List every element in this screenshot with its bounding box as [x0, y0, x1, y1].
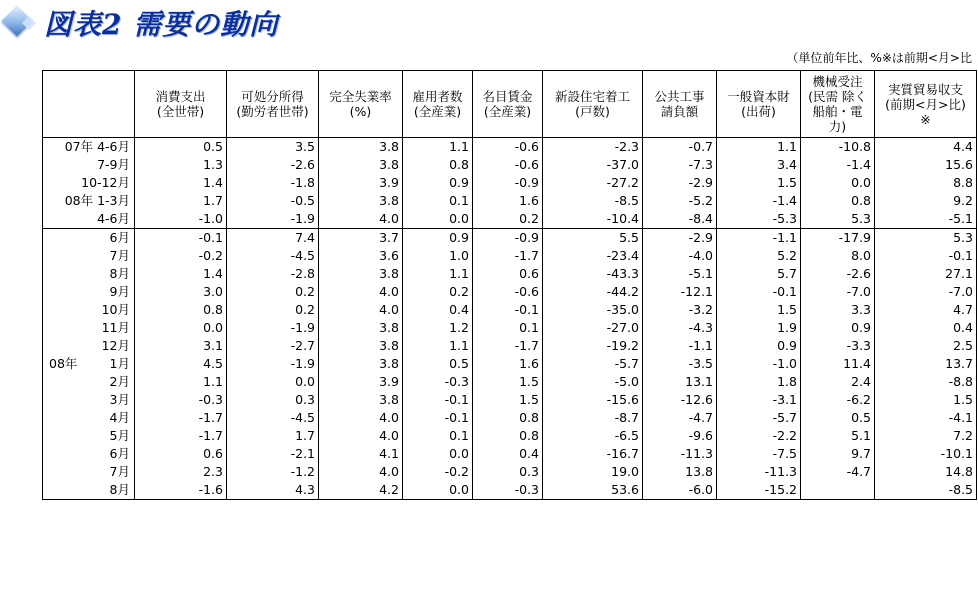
col-header: 新設住宅着工 (戸数): [543, 71, 643, 138]
table-cell: -1.4: [801, 156, 875, 174]
table-cell: -12.1: [643, 283, 717, 301]
table-cell: -4.5: [227, 409, 319, 427]
table-cell: -27.0: [543, 319, 643, 337]
table-cell: -0.1: [403, 409, 473, 427]
table-cell: 0.4: [473, 445, 543, 463]
table-cell: 4.0: [319, 301, 403, 319]
table-cell: -2.6: [801, 265, 875, 283]
table-cell: 0.9: [717, 337, 801, 355]
row-label: [43, 409, 135, 427]
table-cell: -8.8: [875, 373, 977, 391]
table-row: [43, 337, 977, 355]
table-cell: 3.9: [319, 373, 403, 391]
table-cell: 27.1: [875, 265, 977, 283]
table-row: [43, 247, 977, 265]
table-cell: -0.3: [473, 481, 543, 500]
table-cell: 0.4: [875, 319, 977, 337]
table-cell: -1.0: [717, 355, 801, 373]
table-cell: 0.0: [403, 481, 473, 500]
table-cell: -5.2: [643, 192, 717, 210]
row-label: [43, 301, 135, 319]
table-cell: 0.1: [473, 319, 543, 337]
table-row: [43, 229, 977, 248]
table-cell: -1.7: [473, 247, 543, 265]
page-title: 図表2 需要の動向: [44, 8, 279, 41]
table-cell: 53.6: [543, 481, 643, 500]
row-label-text: 2月: [109, 374, 130, 389]
row-label: [43, 445, 135, 463]
table-cell: 1.8: [717, 373, 801, 391]
table-cell: 1.4: [135, 174, 227, 192]
row-label-text: 7-9月: [97, 157, 130, 172]
table-row: [43, 156, 977, 174]
row-label-text: 12月: [101, 338, 130, 353]
table-cell: 1.1: [717, 138, 801, 157]
table-cell: -8.7: [543, 409, 643, 427]
table-cell: -3.3: [801, 337, 875, 355]
table-cell: -1.9: [227, 210, 319, 229]
table-cell: -0.9: [473, 229, 543, 248]
row-label-text: 11月: [101, 320, 130, 335]
table-cell: -9.6: [643, 427, 717, 445]
table-cell: 0.3: [473, 463, 543, 481]
table-cell: 0.0: [403, 210, 473, 229]
table-cell: -0.6: [473, 138, 543, 157]
table-cell: -0.3: [403, 373, 473, 391]
table-cell: -5.1: [643, 265, 717, 283]
table-row: [43, 265, 977, 283]
table-cell: -2.6: [227, 156, 319, 174]
table-cell: -1.7: [473, 337, 543, 355]
table-cell: 2.5: [875, 337, 977, 355]
table-cell: -1.1: [717, 229, 801, 248]
table-cell: -10.8: [801, 138, 875, 157]
table-cell: -3.1: [717, 391, 801, 409]
row-label: [43, 373, 135, 391]
table-cell: 4.0: [319, 210, 403, 229]
table-row: [43, 445, 977, 463]
table-cell: -4.1: [875, 409, 977, 427]
table-cell: -11.3: [643, 445, 717, 463]
table-cell: -16.7: [543, 445, 643, 463]
table-cell: 5.2: [717, 247, 801, 265]
table-cell: 8.8: [875, 174, 977, 192]
year-label: 08年: [49, 356, 78, 371]
table-cell: 0.9: [403, 229, 473, 248]
table-cell: 4.0: [319, 409, 403, 427]
table-cell: 13.1: [643, 373, 717, 391]
table-cell: -1.7: [135, 427, 227, 445]
table-cell: 5.3: [875, 229, 977, 248]
table-cell: -4.3: [643, 319, 717, 337]
col-header: 雇用者数 (全産業): [403, 71, 473, 138]
table-cell: -0.1: [875, 247, 977, 265]
table-cell: -1.9: [227, 319, 319, 337]
table-cell: -2.2: [717, 427, 801, 445]
table-cell: 2.4: [801, 373, 875, 391]
row-label: [43, 210, 135, 229]
table-row: [43, 319, 977, 337]
unit-note: （単位前年比、%※は前期<月>比: [786, 51, 972, 65]
table-cell: -0.2: [135, 247, 227, 265]
table-cell: 9.7: [801, 445, 875, 463]
table-cell: -0.3: [135, 391, 227, 409]
table-row: [43, 283, 977, 301]
row-label-text: 6月: [109, 446, 130, 461]
table-cell: 1.7: [135, 192, 227, 210]
table-body: [43, 138, 977, 500]
table-cell: 0.8: [473, 409, 543, 427]
table-cell: 0.4: [403, 301, 473, 319]
table-cell: 1.6: [473, 355, 543, 373]
table-cell: -0.7: [643, 138, 717, 157]
table-cell: -1.4: [717, 192, 801, 210]
table-cell: -2.9: [643, 229, 717, 248]
table-cell: 3.8: [319, 337, 403, 355]
table-cell: 0.6: [135, 445, 227, 463]
row-label: [43, 355, 135, 373]
table-cell: 2.3: [135, 463, 227, 481]
row-label-text: 10-12月: [81, 175, 130, 190]
table-cell: -23.4: [543, 247, 643, 265]
table-cell: -5.0: [543, 373, 643, 391]
row-label: [43, 192, 135, 210]
table-cell: 1.0: [403, 247, 473, 265]
col-header: 完全失業率 (%): [319, 71, 403, 138]
table-cell: 1.7: [227, 427, 319, 445]
table-cell: 1.3: [135, 156, 227, 174]
table-cell: -6.5: [543, 427, 643, 445]
table-cell: -0.6: [473, 156, 543, 174]
row-label: [43, 427, 135, 445]
table-cell: 4.4: [875, 138, 977, 157]
table-cell: -3.5: [643, 355, 717, 373]
table-cell: -27.2: [543, 174, 643, 192]
table-cell: -8.5: [875, 481, 977, 500]
row-label: [43, 319, 135, 337]
table-cell: 4.7: [875, 301, 977, 319]
table-cell: 3.1: [135, 337, 227, 355]
table-cell: -7.0: [801, 283, 875, 301]
table-cell: -0.2: [403, 463, 473, 481]
table-cell: 19.0: [543, 463, 643, 481]
table-cell: 1.1: [135, 373, 227, 391]
table-row: [43, 463, 977, 481]
table-row: [43, 373, 977, 391]
table-cell: -10.4: [543, 210, 643, 229]
table-row: [43, 174, 977, 192]
table-cell: 1.5: [875, 391, 977, 409]
table-cell: -7.5: [717, 445, 801, 463]
table-cell: 0.8: [801, 192, 875, 210]
table-cell: 0.9: [801, 319, 875, 337]
table-cell: -37.0: [543, 156, 643, 174]
table-cell: 1.9: [717, 319, 801, 337]
table-row: [43, 192, 977, 210]
row-label-text: 1月: [109, 356, 130, 371]
table-cell: 0.1: [403, 192, 473, 210]
table-cell: 4.0: [319, 463, 403, 481]
table-cell: -8.5: [543, 192, 643, 210]
table-cell: 1.5: [473, 373, 543, 391]
table-cell: -0.1: [403, 391, 473, 409]
table-cell: -17.9: [801, 229, 875, 248]
table-cell: 1.4: [135, 265, 227, 283]
table-cell: 1.5: [473, 391, 543, 409]
table-cell: -4.7: [801, 463, 875, 481]
row-label: [43, 156, 135, 174]
table-cell: -15.2: [717, 481, 801, 500]
table-row: [43, 391, 977, 409]
table-cell: -3.2: [643, 301, 717, 319]
table-cell: 5.7: [717, 265, 801, 283]
table-cell: -10.1: [875, 445, 977, 463]
row-label-text: 10月: [101, 302, 130, 317]
row-label: [43, 337, 135, 355]
table-cell: 15.6: [875, 156, 977, 174]
row-label-text: 6月: [109, 230, 130, 245]
table-cell: 4.5: [135, 355, 227, 373]
table-cell: 14.8: [875, 463, 977, 481]
table-cell: 4.2: [319, 481, 403, 500]
table-row: [43, 409, 977, 427]
row-label-text: 08年 1-3月: [64, 193, 130, 208]
col-header: 消費支出 (全世帯): [135, 71, 227, 138]
table-cell: -44.2: [543, 283, 643, 301]
table-cell: 5.3: [801, 210, 875, 229]
table-cell: 8.0: [801, 247, 875, 265]
row-label-text: 9月: [109, 284, 130, 299]
table-cell: 0.3: [227, 391, 319, 409]
table-cell: 3.8: [319, 355, 403, 373]
table-cell: -11.3: [717, 463, 801, 481]
table-cell: 13.7: [875, 355, 977, 373]
row-label: [43, 138, 135, 157]
table-cell: 0.0: [801, 174, 875, 192]
table-cell: 3.8: [319, 391, 403, 409]
table-cell: -0.9: [473, 174, 543, 192]
table-cell: -6.0: [643, 481, 717, 500]
row-label: [43, 463, 135, 481]
table-cell: 3.4: [717, 156, 801, 174]
table-cell: -12.6: [643, 391, 717, 409]
table-cell: -8.4: [643, 210, 717, 229]
col-header: 名目賃金 (全産業): [473, 71, 543, 138]
col-header: 可処分所得 (勤労者世帯): [227, 71, 319, 138]
row-label-text: 7月: [109, 248, 130, 263]
row-label-text: 5月: [109, 428, 130, 443]
table-cell: 0.2: [227, 283, 319, 301]
table-cell: -5.7: [543, 355, 643, 373]
table-cell: -7.3: [643, 156, 717, 174]
table-cell: -35.0: [543, 301, 643, 319]
table-cell: 3.8: [319, 138, 403, 157]
table-cell: -0.5: [227, 192, 319, 210]
table-cell: -2.8: [227, 265, 319, 283]
table-cell: -2.7: [227, 337, 319, 355]
table-cell: 7.2: [875, 427, 977, 445]
row-label-text: 3月: [109, 392, 130, 407]
table-cell: 11.4: [801, 355, 875, 373]
table-cell: 0.6: [473, 265, 543, 283]
row-label-text: 8月: [109, 482, 130, 497]
table-cell: 5.1: [801, 427, 875, 445]
row-label: [43, 481, 135, 500]
col-header: 機械受注 (民需 除く 船舶・電力): [801, 71, 875, 138]
table-row: [43, 210, 977, 229]
row-label-text: 7月: [109, 464, 130, 479]
row-label-text: 8月: [109, 266, 130, 281]
table-row: [43, 301, 977, 319]
table-row: [43, 481, 977, 500]
table-cell: 3.8: [319, 319, 403, 337]
table-cell: -0.1: [473, 301, 543, 319]
table-cell: -4.7: [643, 409, 717, 427]
table-cell: 0.0: [227, 373, 319, 391]
row-label-text: 07年 4-6月: [64, 139, 130, 154]
row-label: [43, 229, 135, 248]
table-cell: -0.1: [135, 229, 227, 248]
table-cell: 4.0: [319, 283, 403, 301]
col-header: 一般資本財 (出荷): [717, 71, 801, 138]
table-cell: 13.8: [643, 463, 717, 481]
table-cell: -1.1: [643, 337, 717, 355]
table-cell: 3.5: [227, 138, 319, 157]
table-cell: 3.6: [319, 247, 403, 265]
table-cell: -2.3: [543, 138, 643, 157]
table-cell: 1.5: [717, 174, 801, 192]
table-cell: 3.8: [319, 192, 403, 210]
table-cell: -1.7: [135, 409, 227, 427]
table-cell: 5.5: [543, 229, 643, 248]
table-cell: -2.9: [643, 174, 717, 192]
table-cell: -0.1: [717, 283, 801, 301]
table-cell: -5.3: [717, 210, 801, 229]
table-cell: 1.1: [403, 138, 473, 157]
row-label: [43, 283, 135, 301]
table-cell: -1.8: [227, 174, 319, 192]
table-cell: 4.1: [319, 445, 403, 463]
demand-table: [42, 70, 977, 500]
table-cell: 1.2: [403, 319, 473, 337]
title-bar: [0, 0, 978, 44]
table-cell: -2.1: [227, 445, 319, 463]
table-cell: 3.3: [801, 301, 875, 319]
table-cell: 0.8: [403, 156, 473, 174]
table-cell: -4.5: [227, 247, 319, 265]
header-row: [43, 71, 977, 138]
table-cell: 3.7: [319, 229, 403, 248]
table-cell: -5.7: [717, 409, 801, 427]
table-cell: 1.1: [403, 265, 473, 283]
table-cell: 0.1: [403, 427, 473, 445]
header-corner: [43, 71, 135, 138]
table-cell: 3.9: [319, 174, 403, 192]
table-cell: -15.6: [543, 391, 643, 409]
table-cell: 0.5: [403, 355, 473, 373]
table-row: [43, 355, 977, 373]
table-cell: 9.2: [875, 192, 977, 210]
table-cell: 3.0: [135, 283, 227, 301]
table-cell: -6.2: [801, 391, 875, 409]
table-cell: 7.4: [227, 229, 319, 248]
table-cell: 0.0: [135, 319, 227, 337]
table-cell: -1.9: [227, 355, 319, 373]
row-label-text: 4月: [109, 410, 130, 425]
table-cell: [801, 481, 875, 500]
table-cell: 0.9: [403, 174, 473, 192]
table-cell: 0.8: [135, 301, 227, 319]
row-label: [43, 391, 135, 409]
table-cell: 0.5: [135, 138, 227, 157]
table-cell: -43.3: [543, 265, 643, 283]
table-cell: -0.6: [473, 283, 543, 301]
table-cell: -4.0: [643, 247, 717, 265]
table-cell: -5.1: [875, 210, 977, 229]
col-header: 公共工事 請負額: [643, 71, 717, 138]
table-cell: 0.2: [473, 210, 543, 229]
table-cell: -7.0: [875, 283, 977, 301]
table-row: [43, 138, 977, 157]
table-cell: -1.0: [135, 210, 227, 229]
table-cell: 0.5: [801, 409, 875, 427]
table-cell: 4.3: [227, 481, 319, 500]
col-header: 実質貿易収支 (前期<月>比) ※: [875, 71, 977, 138]
table-cell: -1.2: [227, 463, 319, 481]
row-label: [43, 174, 135, 192]
table-cell: 3.8: [319, 265, 403, 283]
table-cell: 0.2: [227, 301, 319, 319]
table-row: [43, 427, 977, 445]
table-cell: 0.0: [403, 445, 473, 463]
table-cell: 4.0: [319, 427, 403, 445]
table-cell: 1.5: [717, 301, 801, 319]
table-cell: 0.2: [403, 283, 473, 301]
table-cell: -19.2: [543, 337, 643, 355]
table-cell: 3.8: [319, 156, 403, 174]
table-cell: 1.6: [473, 192, 543, 210]
table-cell: -1.6: [135, 481, 227, 500]
table-cell: 1.1: [403, 337, 473, 355]
row-label-text: 4-6月: [97, 211, 130, 226]
row-label: [43, 265, 135, 283]
table-cell: 0.8: [473, 427, 543, 445]
row-label: [43, 247, 135, 265]
